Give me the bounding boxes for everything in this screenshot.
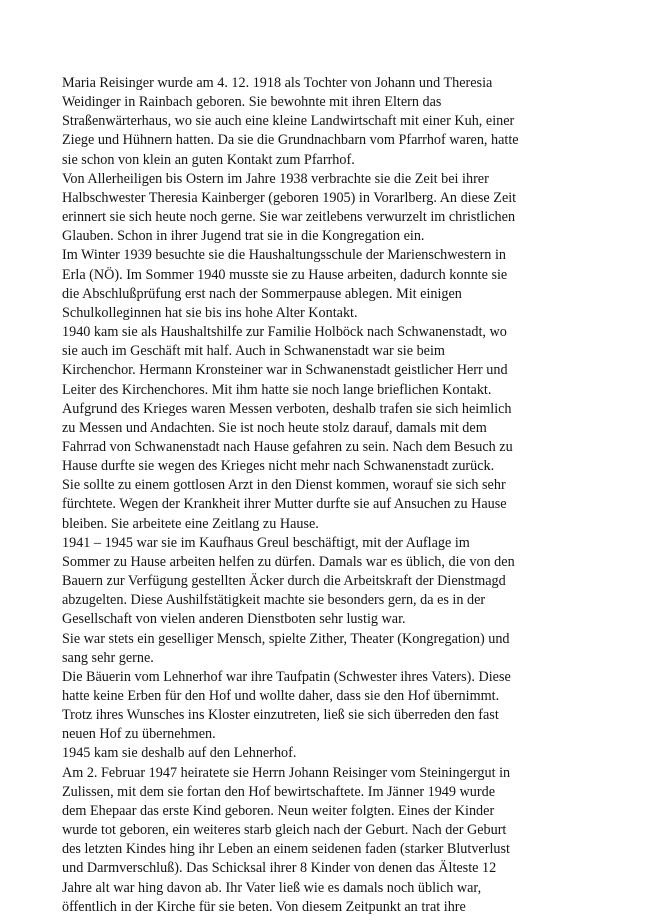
text-line: Die Bäuerin vom Lehnerhof war ihre Taufpatin (Schwester ihres Vaters). Diese [62, 668, 511, 685]
text-line: 1941 – 1945 war sie im Kaufhaus Greul beschäftigt, mit der Auflage im [62, 534, 470, 551]
text-line: Am 2. Februar 1947 heiratete sie Herrn Johann Reisinger vom Steiningergut in [62, 764, 511, 781]
text-line: Im Winter 1939 besuchte sie die Haushaltungsschule der Marienschwestern in [62, 247, 506, 264]
text-line: Gesellschaft von vielen anderen Dienstboten sehr lustig war. [62, 611, 406, 628]
text-line: zu Messen und Andachten. Sie ist noch heute stolz darauf, damals mit dem [62, 419, 487, 436]
text-line: bleiben. Sie arbeitete eine Zeitlang zu Hause. [62, 515, 319, 532]
text-line: Schulkolleginnen hat sie bis ins hohe Alter Kontakt. [62, 304, 358, 321]
text-line: und Darmverschluß). Das Schicksal ihrer 8 Kinder von denen das Älteste 12 [62, 860, 497, 877]
text-line: 1940 kam sie als Haushaltshilfe zur Familie Holböck nach Schwanenstadt, wo [62, 324, 507, 341]
text-line: wurde tot geboren, ein weiteres starb gleich nach der Geburt. Nach der Geburt [62, 822, 507, 839]
text-line: Bauern zur Verfügung gestellten Äcker durch die Arbeitskraft der Dienstmagd [62, 573, 506, 590]
text-line: fürchtete. Wegen der Krankheit ihrer Mutter durfte sie auf Ansuchen zu Hause [62, 496, 507, 513]
text-line: Ziege und Hühnern hatten. Da sie die Grundnachbarn vom Pfarrhof waren, hatte [62, 132, 519, 149]
text-line: erinnert sie sich heute noch gerne. Sie war zeitlebens verwurzelt im christlichen [62, 209, 516, 226]
text-line: Halbschwester Theresia Kainberger (geboren 1905) in Vorarlberg. An diese Zeit [62, 189, 517, 206]
text-line: Sie war stets ein geselliger Mensch, spielte Zither, Theater (Kongregation) und [62, 630, 510, 647]
text-line: die Abschlußprüfung erst nach der Sommerpause ablegen. Mit einigen [62, 285, 462, 302]
text-line: Maria Reisinger wurde am 4. 12. 1918 als Tochter von Johann und Theresia [62, 75, 493, 91]
text-line: neuen Hof zu übernehmen. [62, 726, 216, 743]
text-line: sie auch im Geschäft mit half. Auch in Schwanenstadt war sie beim [62, 343, 445, 360]
text-line: Straßenwärterhaus, wo sie auch eine kleine Landwirtschaft mit einer Kuh, einer [62, 113, 515, 130]
text-line: Trotz ihres Wunsches ins Kloster einzutreten, ließ sie sich überreden den fast [62, 707, 499, 724]
text-line: Kirchenchor. Hermann Kronsteiner war in Schwanenstadt geistlicher Herr und [62, 362, 508, 379]
text-line: Sie sollte zu einem gottlosen Arzt in den Dienst kommen, worauf sie sich sehr [62, 477, 506, 494]
text-line: dem Ehepaar das erste Kind geboren. Neun weiter folgten. Eines der Kinder [62, 802, 495, 819]
document-page [62, 74, 582, 917]
text-line: Leiter des Kirchenchores. Mit ihm hatte sie noch lange brieflichen Kontakt. [62, 381, 492, 398]
text-line: Sommer zu Hause arbeiten helfen zu dürfen. Damals war es üblich, die von den [62, 553, 515, 570]
text-line: hatte keine Erben für den Hof und wollte daher, dass sie den Hof übernimmt. [62, 688, 500, 704]
text-line: sang sehr gerne. [62, 649, 154, 666]
text-line: Hause durfte sie wegen des Krieges nicht mehr nach Schwanenstadt zurück. [62, 458, 495, 475]
text-line: Weidinger in Rainbach geboren. Sie bewohnte mit ihren Eltern das [62, 94, 442, 111]
text-line: öffentlich in der Kirche für sie beten. Von diesem Zeitpunkt an trat ihre [62, 898, 466, 915]
text-line: Zulissen, mit dem sie fortan den Hof bewirtschaftete. Im Jänner 1949 wurde [62, 783, 495, 800]
text-line: sie schon von klein an guten Kontakt zum Pfarrhof. [62, 151, 355, 168]
text-line: 1945 kam sie deshalb auf den Lehnerhof. [62, 745, 297, 762]
text-line: Aufgrund des Krieges waren Messen verboten, deshalb trafen sie sich heimlich [62, 400, 512, 417]
text-line: Jahre alt war hing davon ab. Ihr Vater ließ wie es damals noch üblich war, [62, 879, 482, 896]
text-line: des letzten Kindes hing ihr Leben an einem seidenen faden (starker Blutverlust [62, 841, 510, 858]
text-line: Glauben. Schon in ihrer Jugend trat sie in die Kongregation ein. [62, 228, 425, 245]
text-line: Fahrrad von Schwanenstadt nach Hause gefahren zu sein. Nach dem Besuch zu [62, 438, 513, 455]
text-line: Von Allerheiligen bis Ostern im Jahre 1938 verbrachte sie die Zeit bei ihrer [62, 170, 489, 187]
text-line: abzugelten. Diese Aushilfstätigkeit machte sie besonders gern, da es in der [62, 592, 486, 609]
text-line: Erla (NÖ). Im Sommer 1940 musste sie zu Hause arbeiten, dadurch konnte sie [62, 266, 508, 283]
